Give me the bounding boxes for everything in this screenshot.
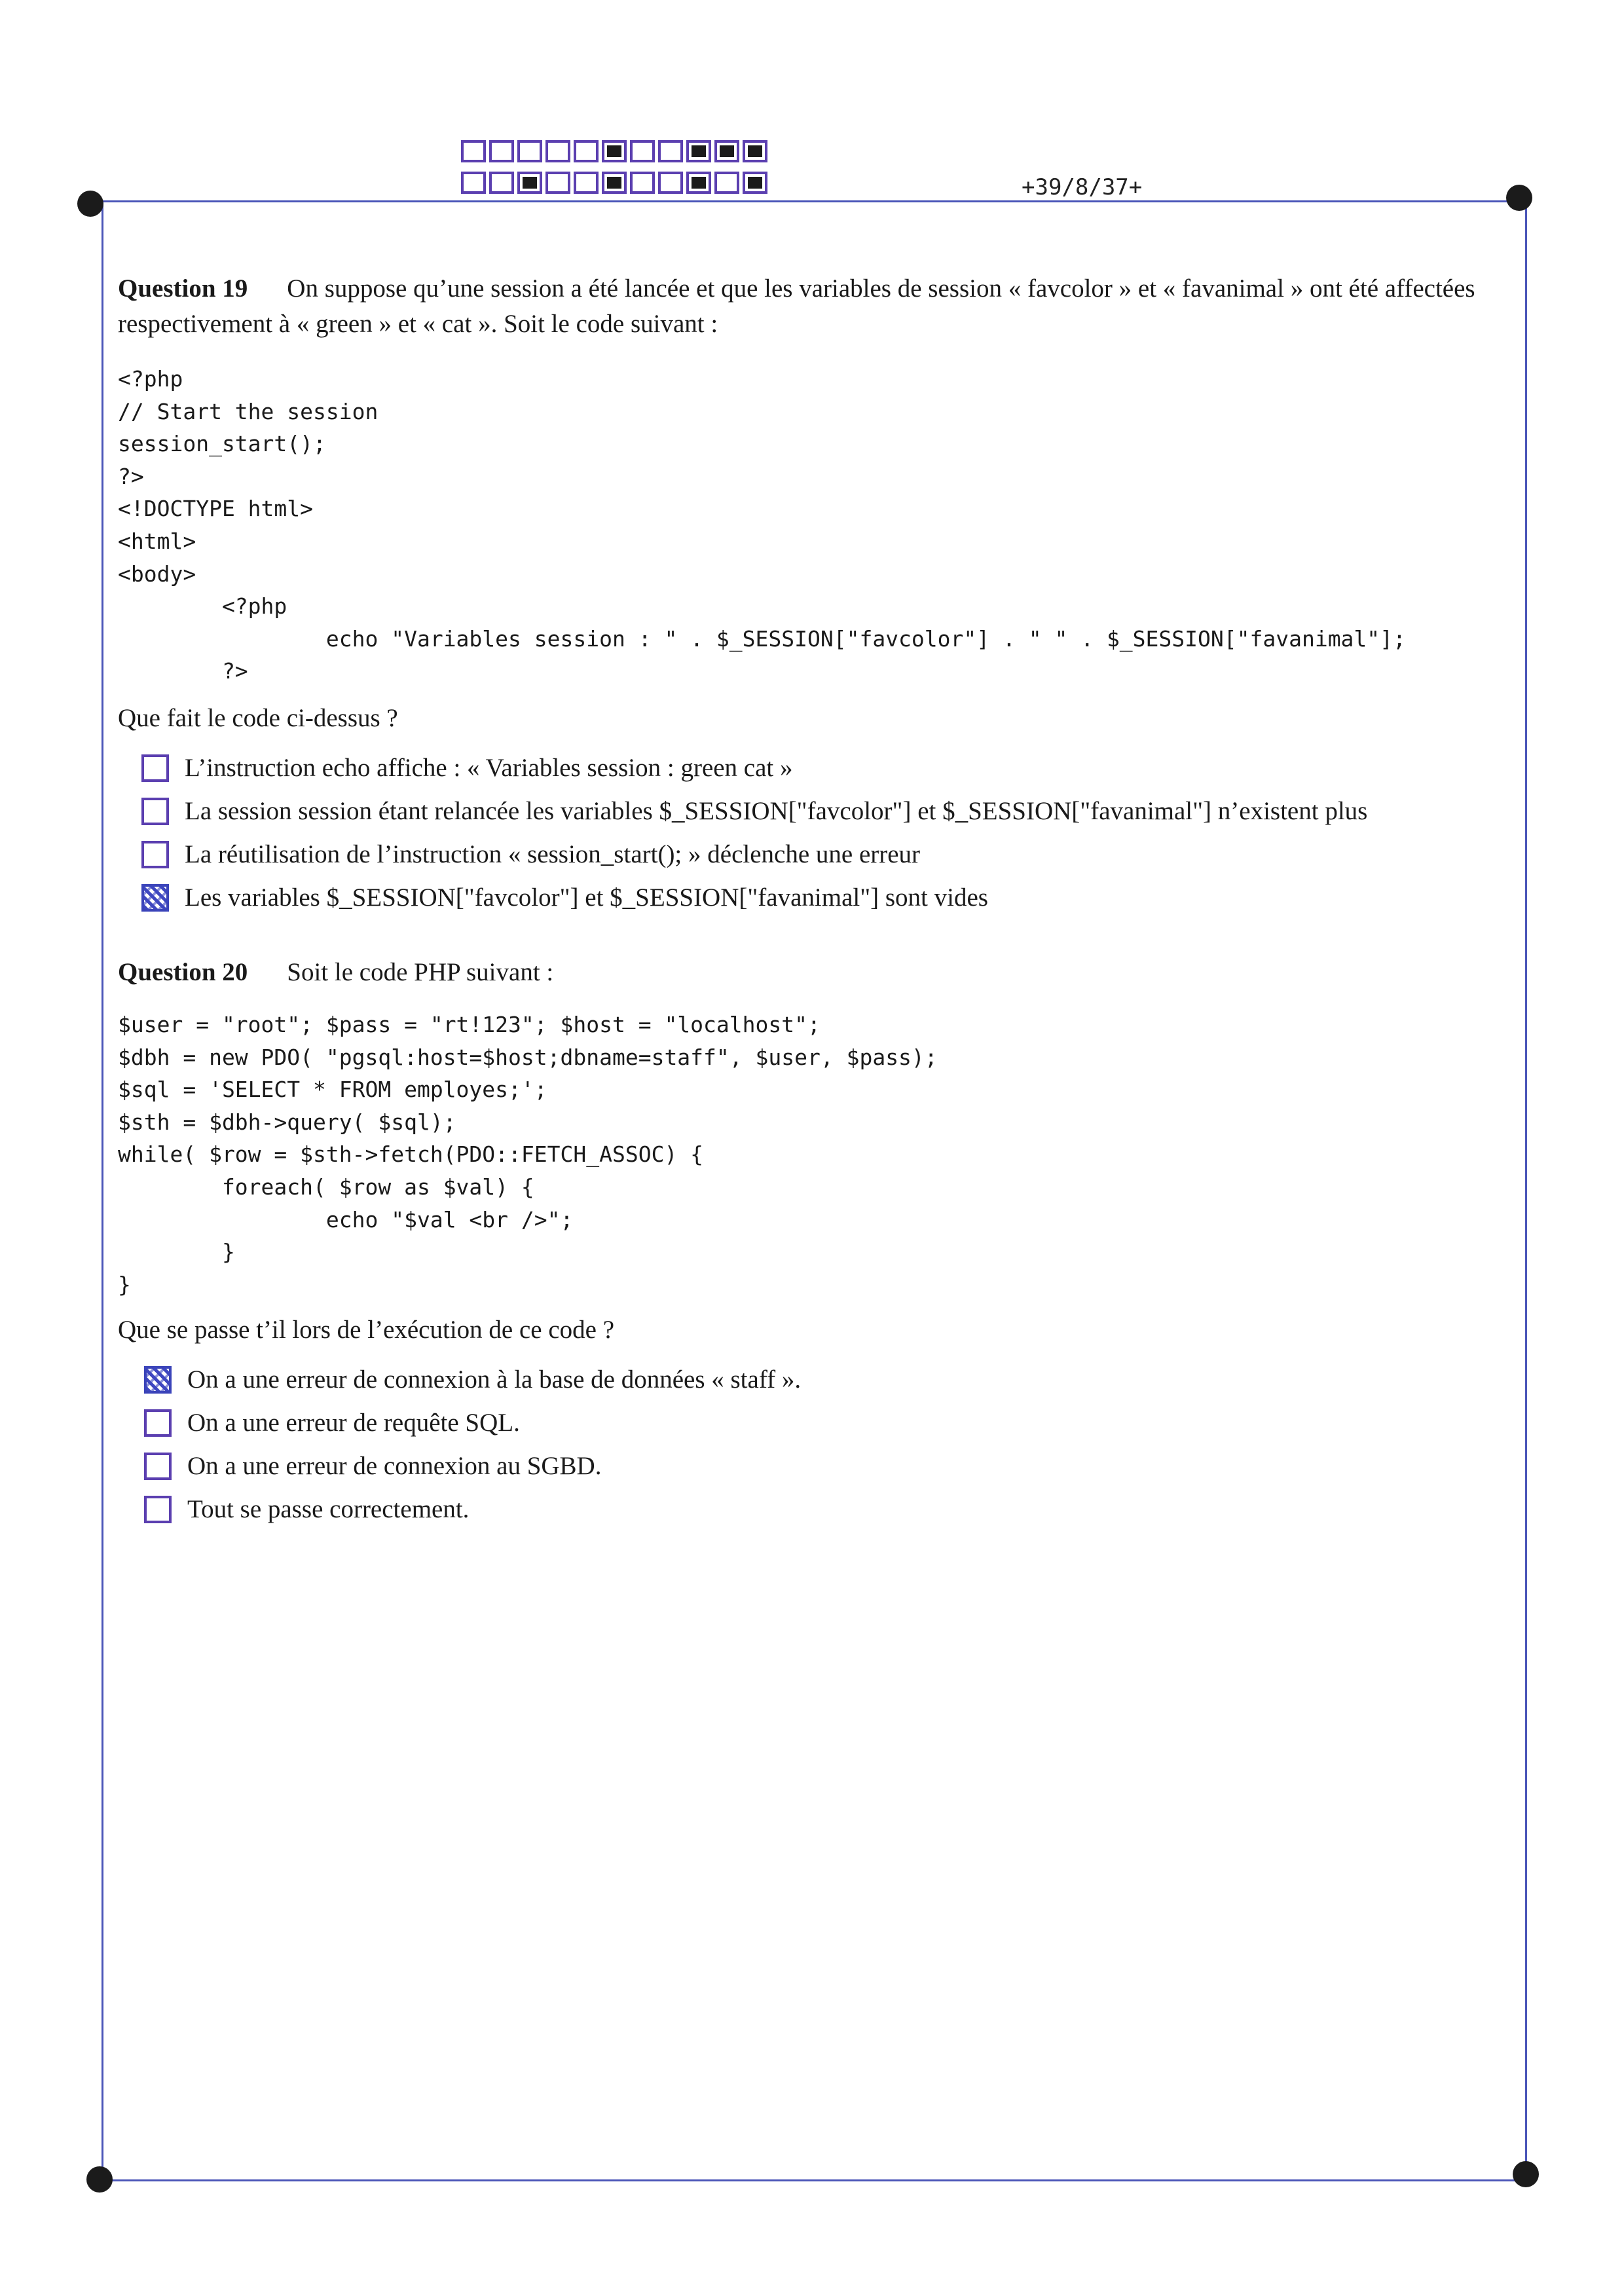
id-grid-cell <box>574 140 599 162</box>
id-grid-cell <box>574 172 599 194</box>
id-grid-cell <box>658 172 683 194</box>
answer-checkbox[interactable] <box>141 754 169 782</box>
answer-option[interactable] <box>141 833 1506 876</box>
id-grid-cell <box>714 172 739 194</box>
answer-checkbox[interactable] <box>144 1409 172 1437</box>
id-grid-cell <box>461 172 486 194</box>
id-grid-cell <box>743 172 767 194</box>
answer-option[interactable] <box>141 747 1506 790</box>
answer-option-text: Tout se passe correctement. <box>187 1495 470 1524</box>
answer-option-text: On a une erreur de requête SQL. <box>187 1409 520 1437</box>
id-grid-row-2 <box>461 172 771 194</box>
question-19-header <box>118 271 1506 342</box>
answer-option[interactable] <box>141 876 1506 919</box>
answer-checkbox[interactable] <box>141 798 169 825</box>
id-grid-cell <box>630 172 655 194</box>
id-grid-cell <box>602 140 627 162</box>
id-grid-cell <box>743 140 767 162</box>
id-grid-cell <box>714 140 739 162</box>
frame-top-line <box>98 200 1526 202</box>
id-grid-row-1 <box>461 140 771 162</box>
page-code: +39/8/37+ <box>1022 174 1143 200</box>
answer-option-text: La session session étant relancée les variables $_SESSION["favcolor"] et $_SESSION["favanimal"] n’existent plus <box>185 796 1368 825</box>
corner-mark-bottom-left <box>86 2166 113 2193</box>
question-19-options <box>141 747 1506 919</box>
frame-right-line <box>1525 200 1527 2181</box>
question-20-options <box>144 1358 1506 1531</box>
answer-option-text: La réutilisation de l’instruction « session_start(); » déclenche une erreur <box>185 840 921 868</box>
id-grid-cell <box>489 140 514 162</box>
question-20-header <box>118 955 1506 990</box>
corner-mark-top-right <box>1506 185 1532 211</box>
question-19-code: <?php // Start the session session_start(); ?> <!DOCTYPE html> <html> <body> <?php echo "Variables session : " . $_SESSION["favcolor"] . " " . $_SESSION["favanimal"]; ?> <box>118 366 1406 684</box>
corner-mark-bottom-right <box>1513 2161 1539 2187</box>
id-grid-cell <box>545 172 570 194</box>
question-19 <box>118 271 1506 919</box>
answer-option[interactable] <box>144 1358 1506 1401</box>
id-grid-cell <box>630 140 655 162</box>
question-20-intro: Soit le code PHP suivant : <box>287 958 554 986</box>
id-grid-cell <box>686 140 711 162</box>
question-20-prompt: Que se passe t’il lors de l’exécution de ce code ? <box>118 1316 615 1344</box>
answer-checkbox[interactable] <box>144 1453 172 1480</box>
id-grid-cell <box>489 172 514 194</box>
answer-option-text: On a une erreur de connexion à la base de données « staff ». <box>187 1365 802 1394</box>
answer-checkbox[interactable] <box>141 884 169 912</box>
id-grid-cell <box>686 172 711 194</box>
id-grid-cell <box>517 172 542 194</box>
answer-checkbox[interactable] <box>144 1496 172 1523</box>
answer-option-text: On a une erreur de connexion au SGBD. <box>187 1452 602 1481</box>
corner-mark-top-left <box>77 191 103 217</box>
id-grid-cell <box>658 140 683 162</box>
frame-left-line <box>101 200 103 2181</box>
answer-option[interactable] <box>141 790 1506 833</box>
question-20-code: $user = "root"; $pass = "rt!123"; $host = "localhost"; $dbh = new PDO( "pgsql:host=$host;dbname=staff", $user, $pass); $sql = 'SELECT * FROM employes;'; $sth = $dbh->query( $sql); while( $row = $sth->fetch(PDO::FETCH_ASSOC) { foreach( $row as $val) { echo "$val <br />"; } } <box>118 1012 938 1297</box>
answer-option-text: L’instruction echo affiche : « Variables session : green cat » <box>185 753 793 782</box>
frame-bottom-line <box>98 2179 1526 2181</box>
answer-option[interactable] <box>144 1401 1506 1445</box>
answer-option-text: Les variables $_SESSION["favcolor"] et $_SESSION["favanimal"] sont vides <box>185 883 988 912</box>
id-grid-cell <box>517 140 542 162</box>
answer-option[interactable] <box>144 1445 1506 1488</box>
question-20 <box>118 955 1506 1531</box>
question-19-intro: On suppose qu’une session a été lancée et que les variables de session « favcolor » et « favanimal » ont été affectées respectivement à « green » et « cat ». Soit le code suivant : <box>118 274 1475 338</box>
question-20-label: Question 20 <box>118 958 248 986</box>
id-grid-cell <box>461 140 486 162</box>
question-19-label: Question 19 <box>118 274 248 303</box>
answer-checkbox[interactable] <box>144 1366 172 1394</box>
answer-checkbox[interactable] <box>141 841 169 868</box>
id-grid-cell <box>545 140 570 162</box>
id-grid-cell <box>602 172 627 194</box>
question-19-prompt: Que fait le code ci-dessus ? <box>118 703 398 732</box>
answer-option[interactable] <box>144 1488 1506 1531</box>
